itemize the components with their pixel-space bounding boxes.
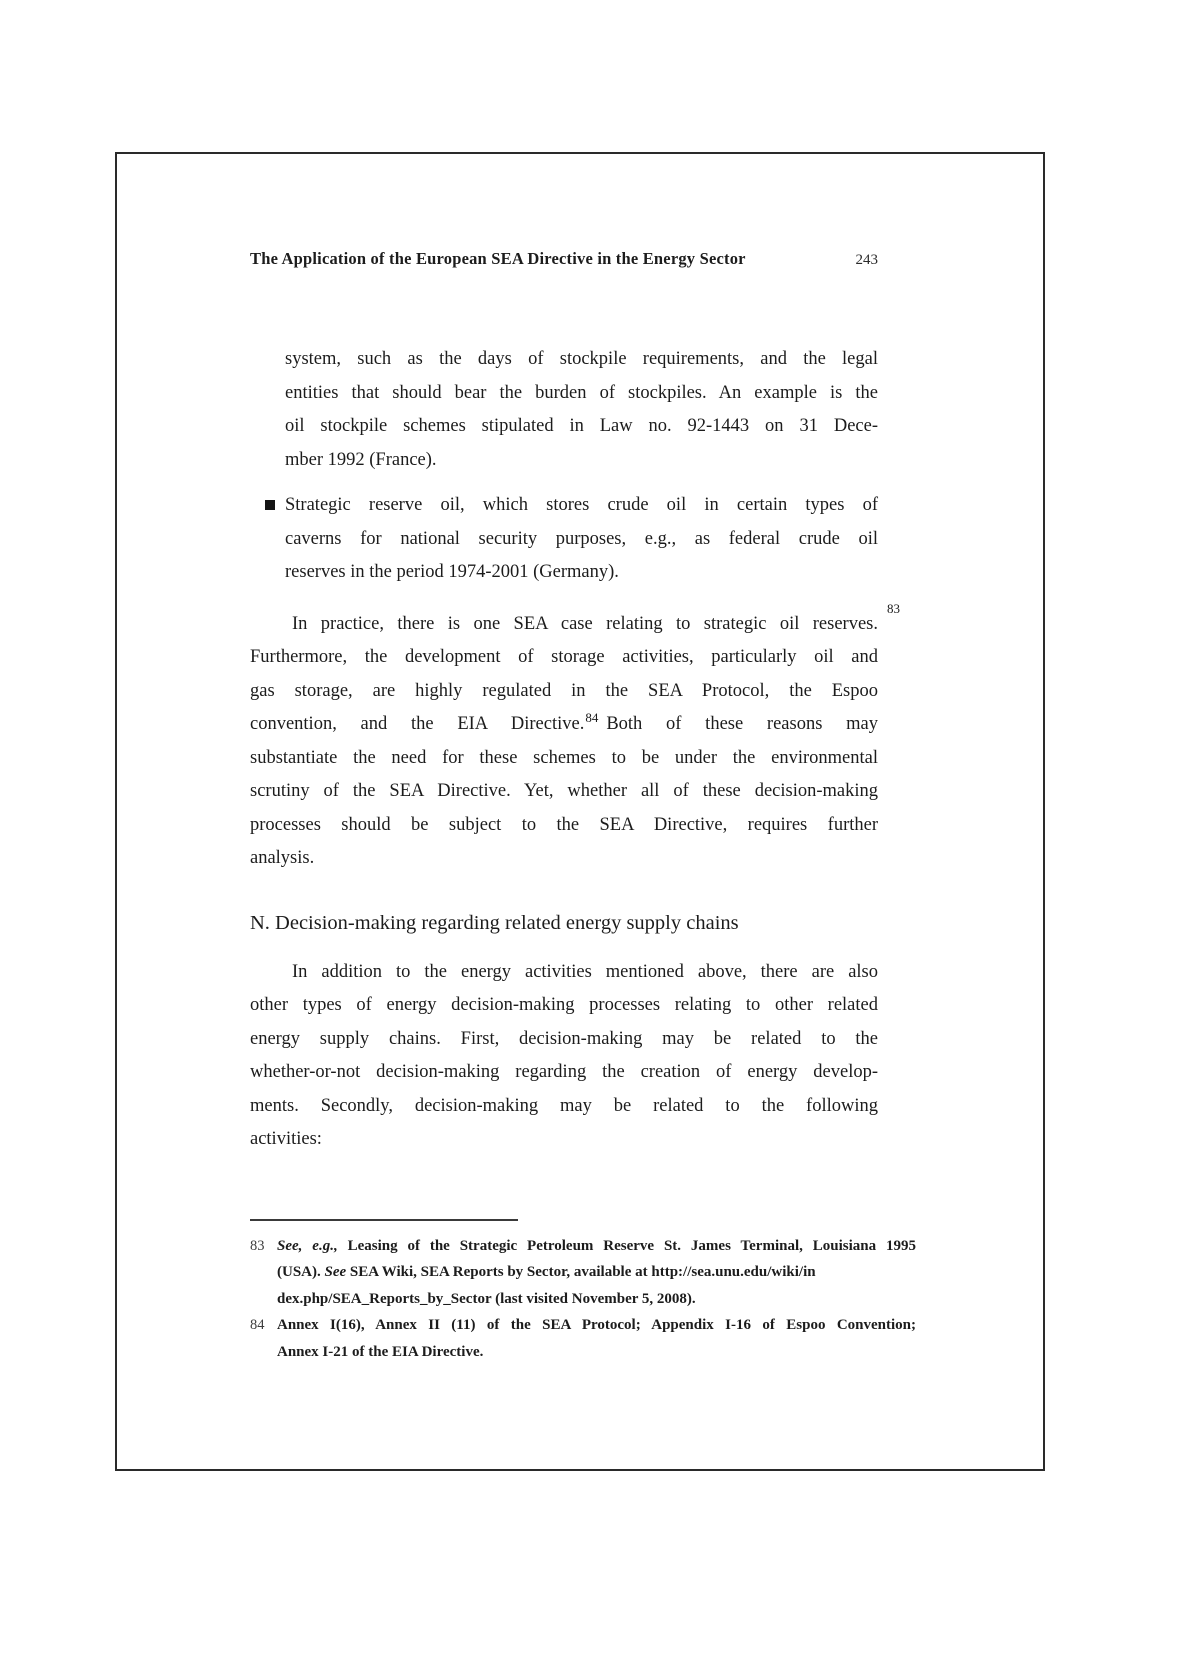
text-line: entities that should bear the burden of stockpiles. An example is the [285, 382, 878, 403]
text-line: In addition to the energy activities mentioned above, there are also [292, 961, 878, 982]
citation-signal: See, e.g., [277, 1237, 338, 1254]
text-line: substantiate the need for these schemes to be under the environmental [250, 747, 878, 768]
page-content [117, 154, 1043, 1469]
footnote-line [277, 1233, 916, 1260]
text-line: energy supply chains. First, decision-making may be related to the [250, 1028, 878, 1049]
body-text [250, 343, 900, 1157]
text-line: reserves in the period 1974-2001 (Germany). [285, 562, 619, 582]
text-run: Both of these reasons may [606, 714, 878, 734]
text-line: whether-or-not decision-making regarding the creation of energy develop- [250, 1062, 878, 1082]
text-line: analysis. [250, 848, 315, 868]
text-line: Furthermore, the development of storage activities, particularly oil and [250, 647, 878, 667]
text-line: Strategic reserve oil, which stores crude oil in certain types of [285, 495, 878, 515]
text-line [250, 600, 900, 642]
footnote-ref-83: 83 [887, 600, 900, 616]
citation-signal: See [324, 1264, 347, 1280]
text-line: processes should be subject to the SEA Directive, requires further [250, 814, 878, 835]
bullet-square-icon [265, 500, 275, 510]
footnote-line: Annex I-21 of the EIA Directive. [277, 1343, 484, 1360]
text-run: In practice, there is one SEA case relating to strategic oil reserves. [292, 613, 878, 634]
bullet-item-continuation [285, 343, 878, 477]
text-line [250, 708, 878, 742]
text-line: system, such as the days of stockpile requirements, and the legal [285, 349, 878, 369]
header-title: The Application of the European SEA Directive in the Energy Sector [250, 249, 746, 268]
text-run: convention, and the EIA Directive. [250, 714, 585, 734]
footnote-line: Annex I(16), Annex II (11) of the SEA Protocol; Appendix I-16 of Espoo Convention; [277, 1317, 916, 1333]
text-run: SEA Wiki, SEA Reports by Sector, available at http://sea.unu.edu/wiki/in [346, 1264, 816, 1280]
text-line: scrutiny of the SEA Directive. Yet, whether all of these decision-making [250, 781, 878, 801]
paragraph [250, 956, 878, 1157]
footnote-ref-84: 84 [585, 710, 599, 725]
paragraph [250, 600, 900, 876]
footnote-line [277, 1259, 916, 1286]
text-line: caverns for national security purposes, e.g., as federal crude oil [285, 528, 878, 549]
footnote-text [277, 1233, 916, 1313]
running-header [250, 248, 878, 271]
page-number: 243 [855, 252, 878, 268]
bullet-item-lines [285, 489, 878, 590]
text-line: gas storage, are highly regulated in the SEA Protocol, the Espoo [250, 680, 878, 701]
footnote-text [277, 1312, 916, 1365]
text-line: oil stockpile schemes stipulated in Law no. 92-1443 on 31 Dece- [285, 416, 878, 436]
footnote-number: 84 [250, 1317, 265, 1333]
footnotes-section [250, 1233, 916, 1366]
page-frame [115, 152, 1045, 1471]
text-line: ments. Secondly, decision-making may be related to the following [250, 1095, 878, 1116]
bullet-item [250, 489, 878, 590]
footnote-separator [250, 1219, 518, 1221]
text-line: mber 1992 (France). [285, 449, 437, 470]
text-line: other types of energy decision-making processes relating to other related [250, 995, 878, 1015]
text-run: (USA). [277, 1264, 325, 1280]
footnote-line: dex.php/SEA_Reports_by_Sector (last visited November 5, 2008). [277, 1290, 696, 1307]
footnote-83 [250, 1233, 916, 1313]
footnote-number: 83 [250, 1237, 265, 1254]
footnote-84 [250, 1312, 916, 1365]
section-heading: N. Decision-making regarding related energy supply chains [250, 911, 739, 934]
text-run: Leasing of the Strategic Petroleum Reserve St. James Terminal, Louisiana 1995 [337, 1237, 916, 1254]
text-line: activities: [250, 1129, 322, 1149]
